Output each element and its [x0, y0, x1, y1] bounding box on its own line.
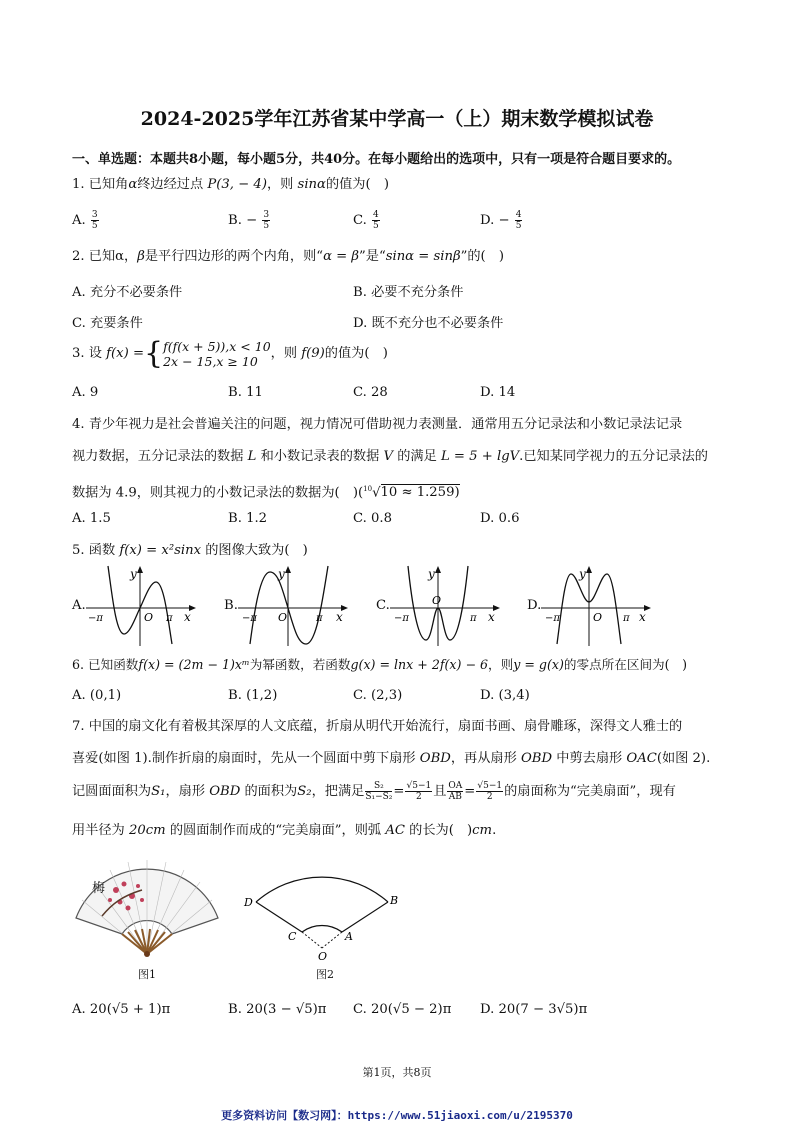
q6-option-d: D. (3,4): [480, 688, 530, 703]
question-7-line-2: 喜爱(如图 1).制作折扇的扇面时，先从一个圆面中剪下扇形 OBD，再从扇形 OBD 中剪去扇形 OAC(如图 2).: [72, 751, 711, 766]
svg-text:O: O: [318, 950, 328, 963]
svg-text:O: O: [144, 611, 154, 624]
q7-option-a: A. 20(√5 + 1)π: [72, 1002, 171, 1017]
svg-text:−π: −π: [88, 613, 103, 624]
q7-option-c: C. 20(√5 − 2)π: [353, 1002, 452, 1017]
svg-text:π: π: [316, 613, 323, 624]
q1-text: 1. 已知角: [72, 177, 129, 192]
q4-option-d: D. 0.6: [480, 511, 520, 526]
q1-sin: sinα: [297, 177, 326, 192]
svg-text:x: x: [184, 610, 191, 624]
q4-option-b: B. 1.2: [228, 511, 268, 526]
q5-graph-d: [541, 564, 657, 646]
question-7-line-1: 7. 中国的扇文化有着极其深厚的人文底蕴，折扇从明代开始流行，扇面书画、扇骨雕琢，深得文人雅士的: [72, 719, 683, 734]
resource-link[interactable]: 更多资料访问【数习网】：https://www.51jiaoxi.com/u/2195370: [221, 1109, 573, 1122]
svg-text:O: O: [278, 611, 288, 624]
svg-text:y: y: [130, 567, 137, 581]
q3-option-c: C. 28: [353, 385, 388, 400]
q2-option-b: B. 必要不充分条件: [353, 285, 464, 300]
svg-text:O: O: [432, 594, 442, 607]
svg-text:梅: 梅: [92, 881, 106, 896]
fan-illustration: [72, 856, 222, 966]
q1-point: P(3, − 4): [207, 177, 267, 192]
page-title: 2024-2025学年江苏省某中学高一（上）期末数学模拟试卷: [140, 108, 654, 130]
svg-text:x: x: [488, 610, 495, 624]
q1-alpha: α: [128, 177, 138, 192]
q3-option-d: D. 14: [480, 385, 516, 400]
svg-text:π: π: [470, 613, 477, 624]
q5-graph-c: [390, 564, 506, 646]
q7-option-d: D. 20(7 − 3√5)π: [480, 1002, 588, 1017]
q5-label-d: D.: [527, 598, 542, 613]
svg-text:B: B: [390, 894, 399, 907]
sector-diagram: [238, 856, 408, 966]
q1-option-a: A. $\frac{3}{5}$: [72, 210, 98, 231]
question-4-line-3: 数据为 4.9，则其视力的小数记录法的数据为( )($^{10}$√10 ≈ 1.259): [72, 485, 460, 501]
svg-text:x: x: [336, 610, 343, 624]
question-7-line-3: 记圆面面积为S₁，扇形 OBD 的面积为S₂，把满足 $\frac{\text{S₂}}{\text{S₁−S₂}}$ = $\frac{√5-1}{2}$ 且 $\frac{OA}{AB}$ = $\frac{√5-1}{2}$ 的扇面称为“完美扇面”，现有: [72, 781, 676, 802]
page-number: 第1页，共8页: [362, 1066, 432, 1079]
q1-text: 终边经过点: [137, 177, 208, 192]
svg-text:C: C: [288, 930, 297, 943]
svg-text:π: π: [623, 613, 630, 624]
svg-text:D: D: [244, 896, 253, 909]
q5-label-a: A.: [72, 598, 86, 613]
svg-text:y: y: [428, 567, 435, 581]
question-4-line-1: 4. 青少年视力是社会普遍关注的问题，视力情况可借助视力表测量．通常用五分记录法和小数记录法记录: [72, 417, 683, 432]
svg-text:y: y: [278, 567, 285, 581]
question-5: 5. 函数 f(x) = x²sinx 的图像大致为( ): [72, 543, 308, 558]
q6-option-c: C. (2,3): [353, 688, 403, 703]
q5-graph-b: [238, 564, 354, 646]
question-6: 6. 已知函数f(x) = (2m − 1)xᵐ为幂函数，若函数g(x) = lnx + 2f(x) − 6，则y = g(x)的零点所在区间为( ): [72, 657, 688, 672]
figure-2-caption: 图2: [316, 968, 334, 981]
svg-text:O: O: [593, 611, 603, 624]
q2-option-d: D. 既不充分也不必要条件: [353, 316, 504, 331]
question-2: 2. 已知α，β是平行四边形的两个内角，则“α = β”是“sinα = sinβ”的( ): [72, 249, 505, 264]
section-heading: 一、单选题：本题共8小题，每小题5分，共40分。在每小题给出的选项中，只有一项是符合题目要求的。: [72, 152, 681, 167]
q5-label-b: B.: [224, 598, 238, 613]
q2-option-a: A. 充分不必要条件: [72, 285, 183, 300]
q7-option-b: B. 20(3 − √5)π: [228, 1002, 327, 1017]
q4-option-a: A. 1.5: [72, 511, 111, 526]
q1-option-c: C. $\frac{4}{5}$: [353, 210, 379, 231]
svg-text:π: π: [166, 613, 173, 624]
question-1: [72, 176, 389, 194]
q6-option-b: B. (1,2): [228, 688, 278, 703]
q1-option-b: B. − $\frac{3}{5}$: [228, 210, 270, 231]
svg-text:−π: −π: [242, 613, 257, 624]
q5-graph-a: [86, 564, 202, 646]
question-7-line-4: 用半径为 20cm 的圆面制作而成的“完美扇面”，则弧 AC 的长为( )cm.: [72, 823, 497, 838]
q2-option-c: C. 充要条件: [72, 316, 143, 331]
question-3: 3. 设 f(x) ={ f(f(x + 5)),x < 10 2x − 15,x ≥ 10 ，则 f(9)的值为( ): [72, 336, 388, 371]
q4-option-c: C. 0.8: [353, 511, 392, 526]
svg-text:−π: −π: [394, 613, 409, 624]
svg-text:A: A: [345, 930, 353, 943]
svg-text:x: x: [639, 610, 646, 624]
figure-1-caption: 图1: [138, 968, 156, 981]
q5-label-c: C.: [376, 598, 390, 613]
svg-text:y: y: [579, 567, 586, 581]
q6-option-a: A. (0,1): [72, 688, 122, 703]
q3-option-a: A. 9: [72, 385, 99, 400]
q3-option-b: B. 11: [228, 385, 263, 400]
q1-text: ，则: [266, 177, 298, 192]
svg-text:−π: −π: [545, 613, 560, 624]
question-4-line-2: 视力数据，五分记录法的数据 L 和小数记录表的数据 V 的满足 L = 5 + lgV.已知某同学视力的五分记录法的: [72, 449, 708, 464]
q1-text: 的值为( ): [325, 177, 389, 192]
q1-option-d: D. − $\frac{4}{5}$: [480, 210, 522, 231]
